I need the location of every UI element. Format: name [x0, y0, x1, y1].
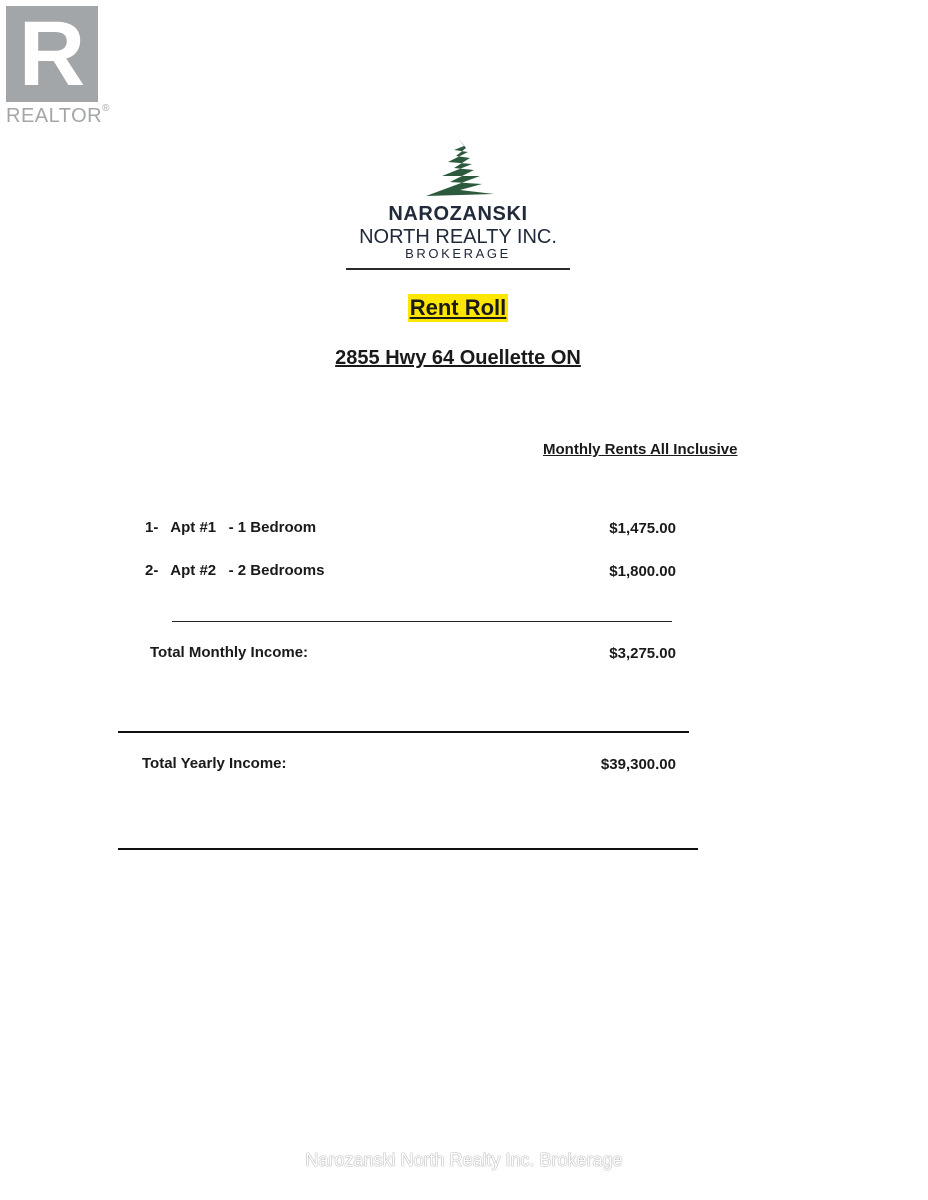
- realtor-logo: [6, 3, 110, 127]
- property-address: 2855 Hwy 64 Ouellette ON: [335, 347, 581, 369]
- title-wrapper: [300, 294, 616, 322]
- document-title: Rent Roll: [409, 295, 507, 320]
- brand-name: NAROZANSKI: [388, 203, 528, 225]
- evergreen-tree-icon: [420, 138, 496, 200]
- unit-1-amount: $1,475.00: [609, 520, 676, 537]
- yearly-total-amount: $39,300.00: [600, 756, 676, 773]
- unit-1-label: 1- Apt #1 - 1 Bedroom: [145, 519, 317, 536]
- total-divider: [118, 731, 689, 733]
- brand-divider: [346, 268, 570, 270]
- monthly-total-label: Total Monthly Income:: [150, 644, 309, 661]
- unit-2-amount: $1,800.00: [609, 563, 676, 580]
- subtotal-divider: [172, 621, 672, 622]
- column-header: Monthly Rents All Inclusive: [543, 441, 738, 458]
- realtor-logo-text: [6, 105, 110, 128]
- unit-2-label: 2- Apt #2 - 2 Bedrooms: [145, 562, 325, 579]
- realtor-registered-mark: ®: [102, 103, 110, 114]
- brand-subname: NORTH REALTY INC.: [359, 226, 557, 248]
- brand-brokerage: BROKERAGE: [405, 246, 511, 261]
- yearly-total-label: Total Yearly Income:: [142, 755, 287, 772]
- footer-watermark: Narozanski North Realty Inc. Brokerage: [305, 1150, 623, 1170]
- monthly-total-amount: $3,275.00: [609, 645, 676, 662]
- realtor-logo-word: REALTOR: [6, 105, 103, 127]
- realtor-logo-mark: R: [18, 3, 86, 105]
- bottom-divider: [118, 848, 698, 850]
